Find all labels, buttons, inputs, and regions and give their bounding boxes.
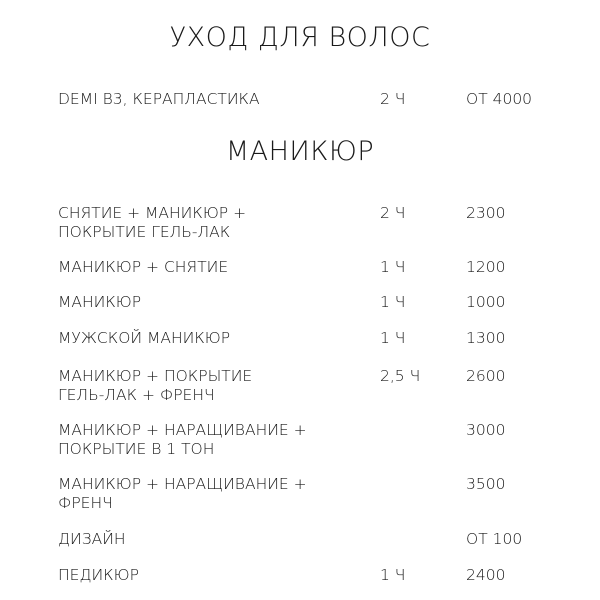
service-name: МАНИКЮР + ПОКРЫТИЕ ГЕЛЬ-ЛАК + ФРЕНЧ (58, 367, 253, 404)
service-name: МАНИКЮР + СНЯТИЕ (58, 258, 229, 276)
service-duration: 2 Ч (380, 204, 406, 222)
service-name: МАНИКЮР (58, 293, 142, 311)
service-duration: 1 Ч (380, 258, 406, 276)
service-name: DEMI B3, КЕРАПЛАСТИКА (58, 90, 260, 108)
service-price: 3000 (466, 421, 506, 439)
service-price: 3500 (466, 475, 506, 493)
service-name: МАНИКЮР + НАРАЩИВАНИЕ + ФРЕНЧ (58, 475, 307, 512)
service-duration: 2 Ч (380, 90, 406, 108)
service-duration: 2,5 Ч (380, 367, 421, 385)
service-price: 1300 (466, 329, 506, 347)
service-name: ДИЗАЙН (58, 530, 126, 548)
service-price: 1000 (466, 293, 506, 311)
service-name: ПЕДИКЮР (58, 566, 139, 584)
service-price: 2600 (466, 367, 506, 385)
service-duration: 1 Ч (380, 293, 406, 311)
service-price: ОТ 100 (466, 530, 523, 548)
section-title-manicure: МАНИКЮР (225, 136, 375, 167)
service-price: 1200 (466, 258, 506, 276)
service-duration: 1 Ч (380, 566, 406, 584)
service-name: СНЯТИЕ + МАНИКЮР + ПОКРЫТИЕ ГЕЛЬ-ЛАК (58, 204, 247, 241)
service-price: ОТ 4000 (466, 90, 533, 108)
service-price: 2400 (466, 566, 506, 584)
section-title-hair-care: УХОД ДЛЯ ВОЛОС (169, 22, 431, 53)
service-name: МУЖСКОЙ МАНИКЮР (58, 329, 231, 347)
service-duration: 1 Ч (380, 329, 406, 347)
service-price: 2300 (466, 204, 506, 222)
service-name: МАНИКЮР + НАРАЩИВАНИЕ + ПОКРЫТИЕ В 1 ТОН (58, 421, 307, 458)
